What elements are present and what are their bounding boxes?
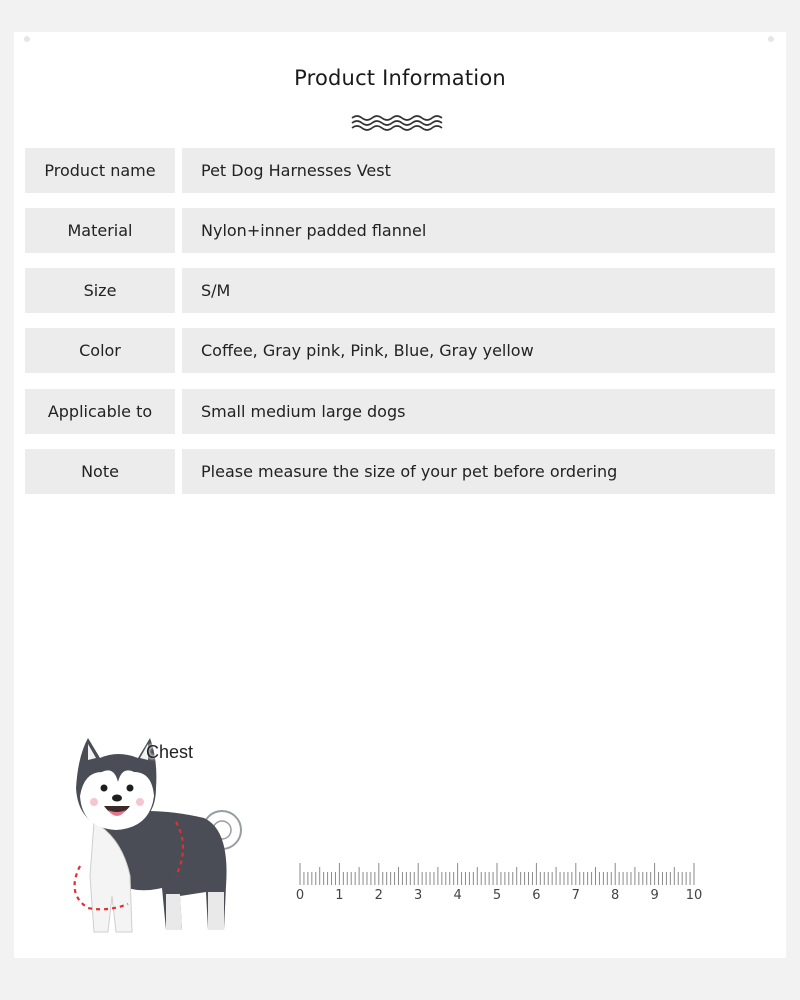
ruler-tick-label: 7 xyxy=(571,888,580,903)
row-value: S/M xyxy=(182,268,775,313)
table-row xyxy=(25,268,775,313)
row-label: Note xyxy=(25,449,175,494)
row-label: Material xyxy=(25,208,175,253)
wave-divider-icon xyxy=(350,114,442,132)
ruler-tick-label: 6 xyxy=(532,888,541,903)
row-label: Color xyxy=(25,328,175,373)
table-row xyxy=(25,449,775,494)
ruler-tick-label: 4 xyxy=(453,888,462,903)
ruler-illustration xyxy=(280,845,703,903)
row-value: Pet Dog Harnesses Vest xyxy=(182,148,775,193)
chest-label: Chest xyxy=(146,742,194,762)
row-label: Size xyxy=(25,268,175,313)
row-value: Nylon+inner padded flannel xyxy=(182,208,775,253)
corner-dot xyxy=(768,36,774,42)
table-row xyxy=(25,328,775,373)
row-label: Product name xyxy=(25,148,175,193)
table-row xyxy=(25,208,775,253)
ruler-tick-label: 5 xyxy=(492,888,502,903)
corner-dot xyxy=(24,36,30,42)
ruler-tick-label: 2 xyxy=(374,888,383,903)
row-value: Please measure the size of your pet before ordering xyxy=(182,449,775,494)
table-row xyxy=(25,148,775,193)
table-row xyxy=(25,389,775,434)
page-title: Product Information xyxy=(294,66,506,90)
row-value: Small medium large dogs xyxy=(182,389,775,434)
row-value: Coffee, Gray pink, Pink, Blue, Gray yellow xyxy=(182,328,775,373)
row-label: Applicable to xyxy=(25,389,175,434)
ruler-tick-label: 1 xyxy=(335,888,344,903)
ruler-tick-label: 3 xyxy=(414,888,423,903)
ruler-tick-label: 10 xyxy=(685,888,703,903)
ruler-tick-label: 8 xyxy=(611,888,620,903)
ruler-tick-label: 9 xyxy=(650,888,659,903)
ruler-tick-label: 0 xyxy=(295,888,305,903)
